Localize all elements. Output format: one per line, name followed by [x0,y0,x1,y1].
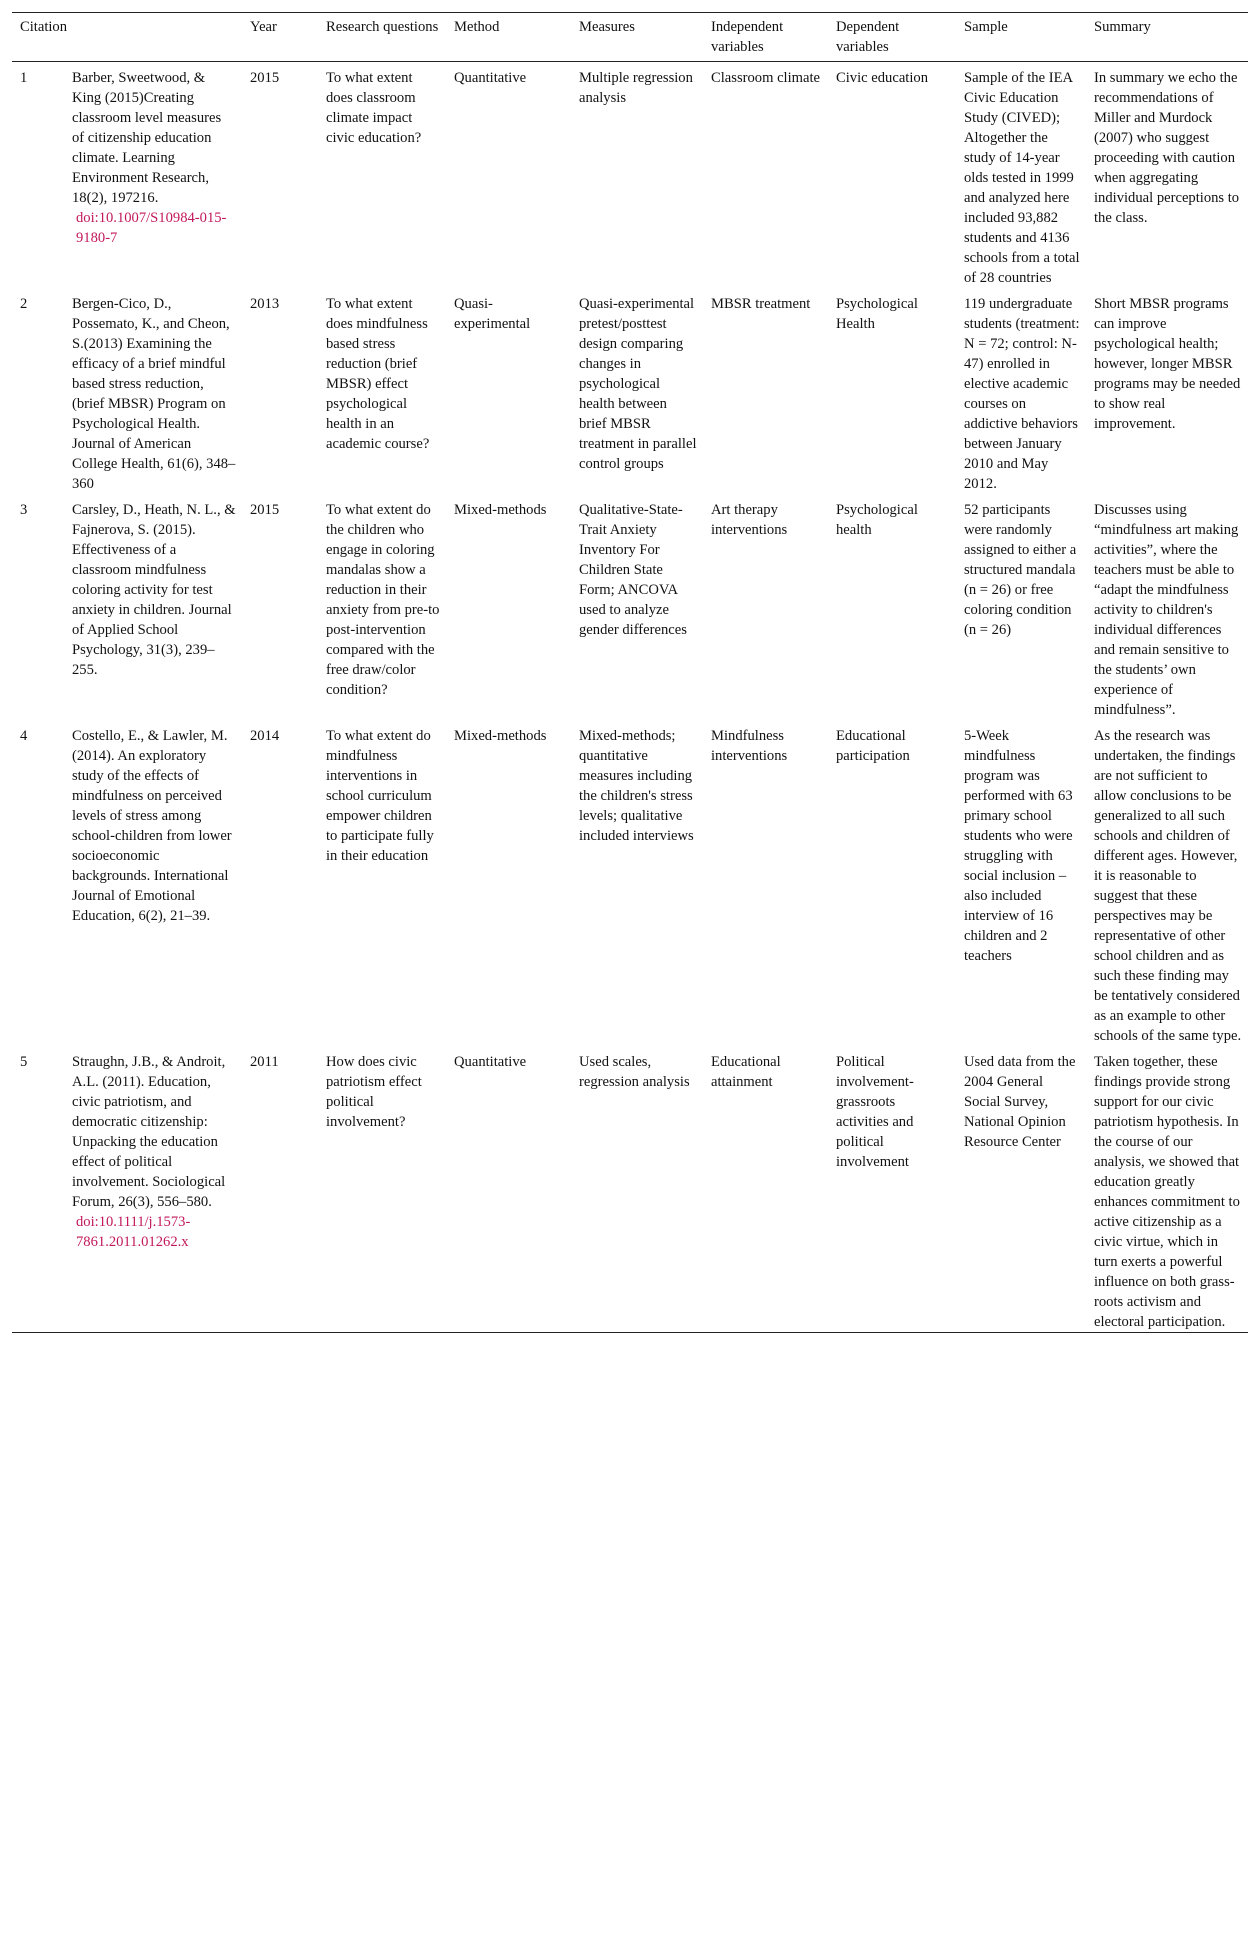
header-research-questions: Research questions [326,19,439,35]
measures-cell: Multiple regression analysis [579,70,693,106]
independent-variables-cell: Classroom climate [711,70,821,86]
research-question-cell: To what extent do mindfulness interventions in school curriculum empower children to participate fully in their education [326,728,434,864]
summary-cell: Short MBSR programs can improve psychological health; however, longer MBSR programs may be needed to show real improvement. [1094,296,1241,432]
citation-cell [64,720,242,1046]
research-question-cell: How does civic patriotism effect political involvement? [326,1054,422,1130]
research-question-cell: To what extent does classroom climate impact civic education? [326,70,422,146]
table-row [12,1046,1248,1333]
citation-cell [64,494,242,720]
summary-cell: Taken together, these findings provide strong support for our civic patriotism hypothesis. In the course of our analysis, we showed that education greatly enhances commitment to active citizenship as a civic virtue, which in turn exerts a powerful influence on both grass-roots activism and electoral participation. [1094,1054,1240,1330]
year-cell: 2015 [250,70,280,86]
citation-cell [64,1046,242,1333]
summary-cell: Discusses using “mindfulness art making activities”, where the teachers must be able to “adapt the mindfulness activity to children's individual differences and remain sensitive to the students’ own experience of mindfulness”. [1094,502,1239,718]
doi-link[interactable]: doi:10.1007/S10984-015-9180-7 [76,210,227,246]
independent-variables-cell: Mindfulness interventions [711,728,788,764]
table-row [12,720,1248,1046]
dependent-variables-cell: Civic education [836,70,928,86]
table-header [12,13,1248,62]
dependent-variables-cell: Psychological Health [836,296,918,332]
citation-text: Carsley, D., Heath, N. L., & Fajnerova, S. (2015). Effectiveness of a classroom mindfulness coloring activity for test anxiety in children. Journal of Applied School Psychology, 31(3), 239–255. [72,502,236,678]
method-cell: Quantitative [454,1054,527,1070]
header-row [12,13,1248,62]
header-dependent-variables: Dependent variables [836,19,900,55]
citation-cell [64,62,242,289]
method-cell: Quasi-experimental [454,296,531,332]
header-method: Method [454,19,500,35]
literature-review-table [12,12,1248,1333]
measures-cell: Qualitative-State-Trait Anxiety Inventory For Children State Form; ANCOVA used to analyze gender differences [579,502,687,638]
method-cell: Quantitative [454,70,527,86]
measures-cell: Used scales, regression analysis [579,1054,690,1090]
sample-cell: Used data from the 2004 General Social Survey, National Opinion Resource Center [964,1054,1076,1150]
row-number: 5 [20,1054,28,1070]
table-row [12,288,1248,494]
citation-text: Straughn, J.B., & Androit, A.L. (2011). Education, civic patriotism, and democratic citizenship: Unpacking the education effect of political involvement. Sociological Forum, 26(3), 556–580. [72,1054,226,1210]
year-cell: 2011 [250,1054,279,1070]
method-cell: Mixed-methods [454,728,547,744]
summary-cell: As the research was undertaken, the findings are not sufficient to allow conclusions to be generalized to all such schools and children of different ages. However, it is reasonable to suggest that these perspectives may be representative of other school children and as such these finding may be tentatively considered as an example to other schools of the same type. [1094,728,1242,1044]
doi-link[interactable]: doi:10.1111/j.1573-7861.2011.01262.x [76,1214,191,1250]
header-independent-variables: Independent variables [711,19,784,55]
header-summary: Summary [1094,19,1151,35]
method-cell: Mixed-methods [454,502,547,518]
dependent-variables-cell: Political involvement-grassroots activities and political involvement [836,1054,914,1170]
year-cell: 2015 [250,502,280,518]
year-cell: 2013 [250,296,280,312]
literature-review-table-container [12,12,1248,1333]
header-citation: Citation [20,19,68,35]
row-number: 4 [20,728,28,744]
table-row [12,494,1248,720]
citation-cell [64,288,242,494]
summary-cell: In summary we echo the recommendations of Miller and Murdock (2007) who suggest proceeding with caution when aggregating individual perceptions to the class. [1094,70,1240,226]
table-body [12,62,1248,1333]
header-measures: Measures [579,19,635,35]
year-cell: 2014 [250,728,280,744]
research-question-cell: To what extent do the children who engage in coloring mandalas show a reduction in their anxiety from pre-to post-intervention compared with the free draw/color condition? [326,502,440,698]
header-sample: Sample [964,19,1008,35]
row-number: 1 [20,70,28,86]
research-question-cell: To what extent does mindfulness based stress reduction (brief MBSR) effect psychological health in an academic course? [326,296,430,452]
sample-cell: 119 undergraduate students (treatment: N = 72; control: N-47) enrolled in elective academic courses on addictive behaviors between January 2010 and May 2012. [964,296,1080,492]
row-number: 2 [20,296,28,312]
citation-text: Costello, E., & Lawler, M. (2014). An exploratory study of the effects of mindfulness on perceived levels of stress among school-children from lower socioeconomic backgrounds. International Journal of Emotional Education, 6(2), 21–39. [72,728,232,924]
header-year: Year [250,19,277,35]
citation-text: Bergen-Cico, D., Possemato, K., and Cheon, S.(2013) Examining the efficacy of a brief mindful based stress reduction, (brief MBSR) Program on Psychological Health. Journal of American College Health, 61(6), 348–360 [72,296,236,492]
sample-cell: 52 participants were randomly assigned to either a structured mandala (n = 26) or free coloring condition (n = 26) [964,502,1077,638]
row-number: 3 [20,502,28,518]
dependent-variables-cell: Psychological health [836,502,918,538]
measures-cell: Mixed-methods; quantitative measures including the children's stress levels; qualitative included interviews [579,728,694,844]
sample-cell: 5-Week mindfulness program was performed with 63 primary school students who were struggling with social inclusion – also included interview of 16 children and 2 teachers [964,728,1073,964]
independent-variables-cell: Art therapy interventions [711,502,788,538]
table-row [12,62,1248,289]
sample-cell: Sample of the IEA Civic Education Study (CIVED); Altogether the study of 14-year olds tested in 1999 and analyzed here included 93,882 students and 4136 schools from a total of 28 countries [964,70,1080,286]
measures-cell: Quasi-experimental pretest/posttest design comparing changes in psychological health between brief MBSR treatment in parallel control groups [579,296,697,472]
independent-variables-cell: Educational attainment [711,1054,781,1090]
citation-text: Barber, Sweetwood, & King (2015)Creating classroom level measures of citizenship education climate. Learning Environment Research, 18(2), 197216. [72,70,222,206]
dependent-variables-cell: Educational participation [836,728,910,764]
independent-variables-cell: MBSR treatment [711,296,811,312]
